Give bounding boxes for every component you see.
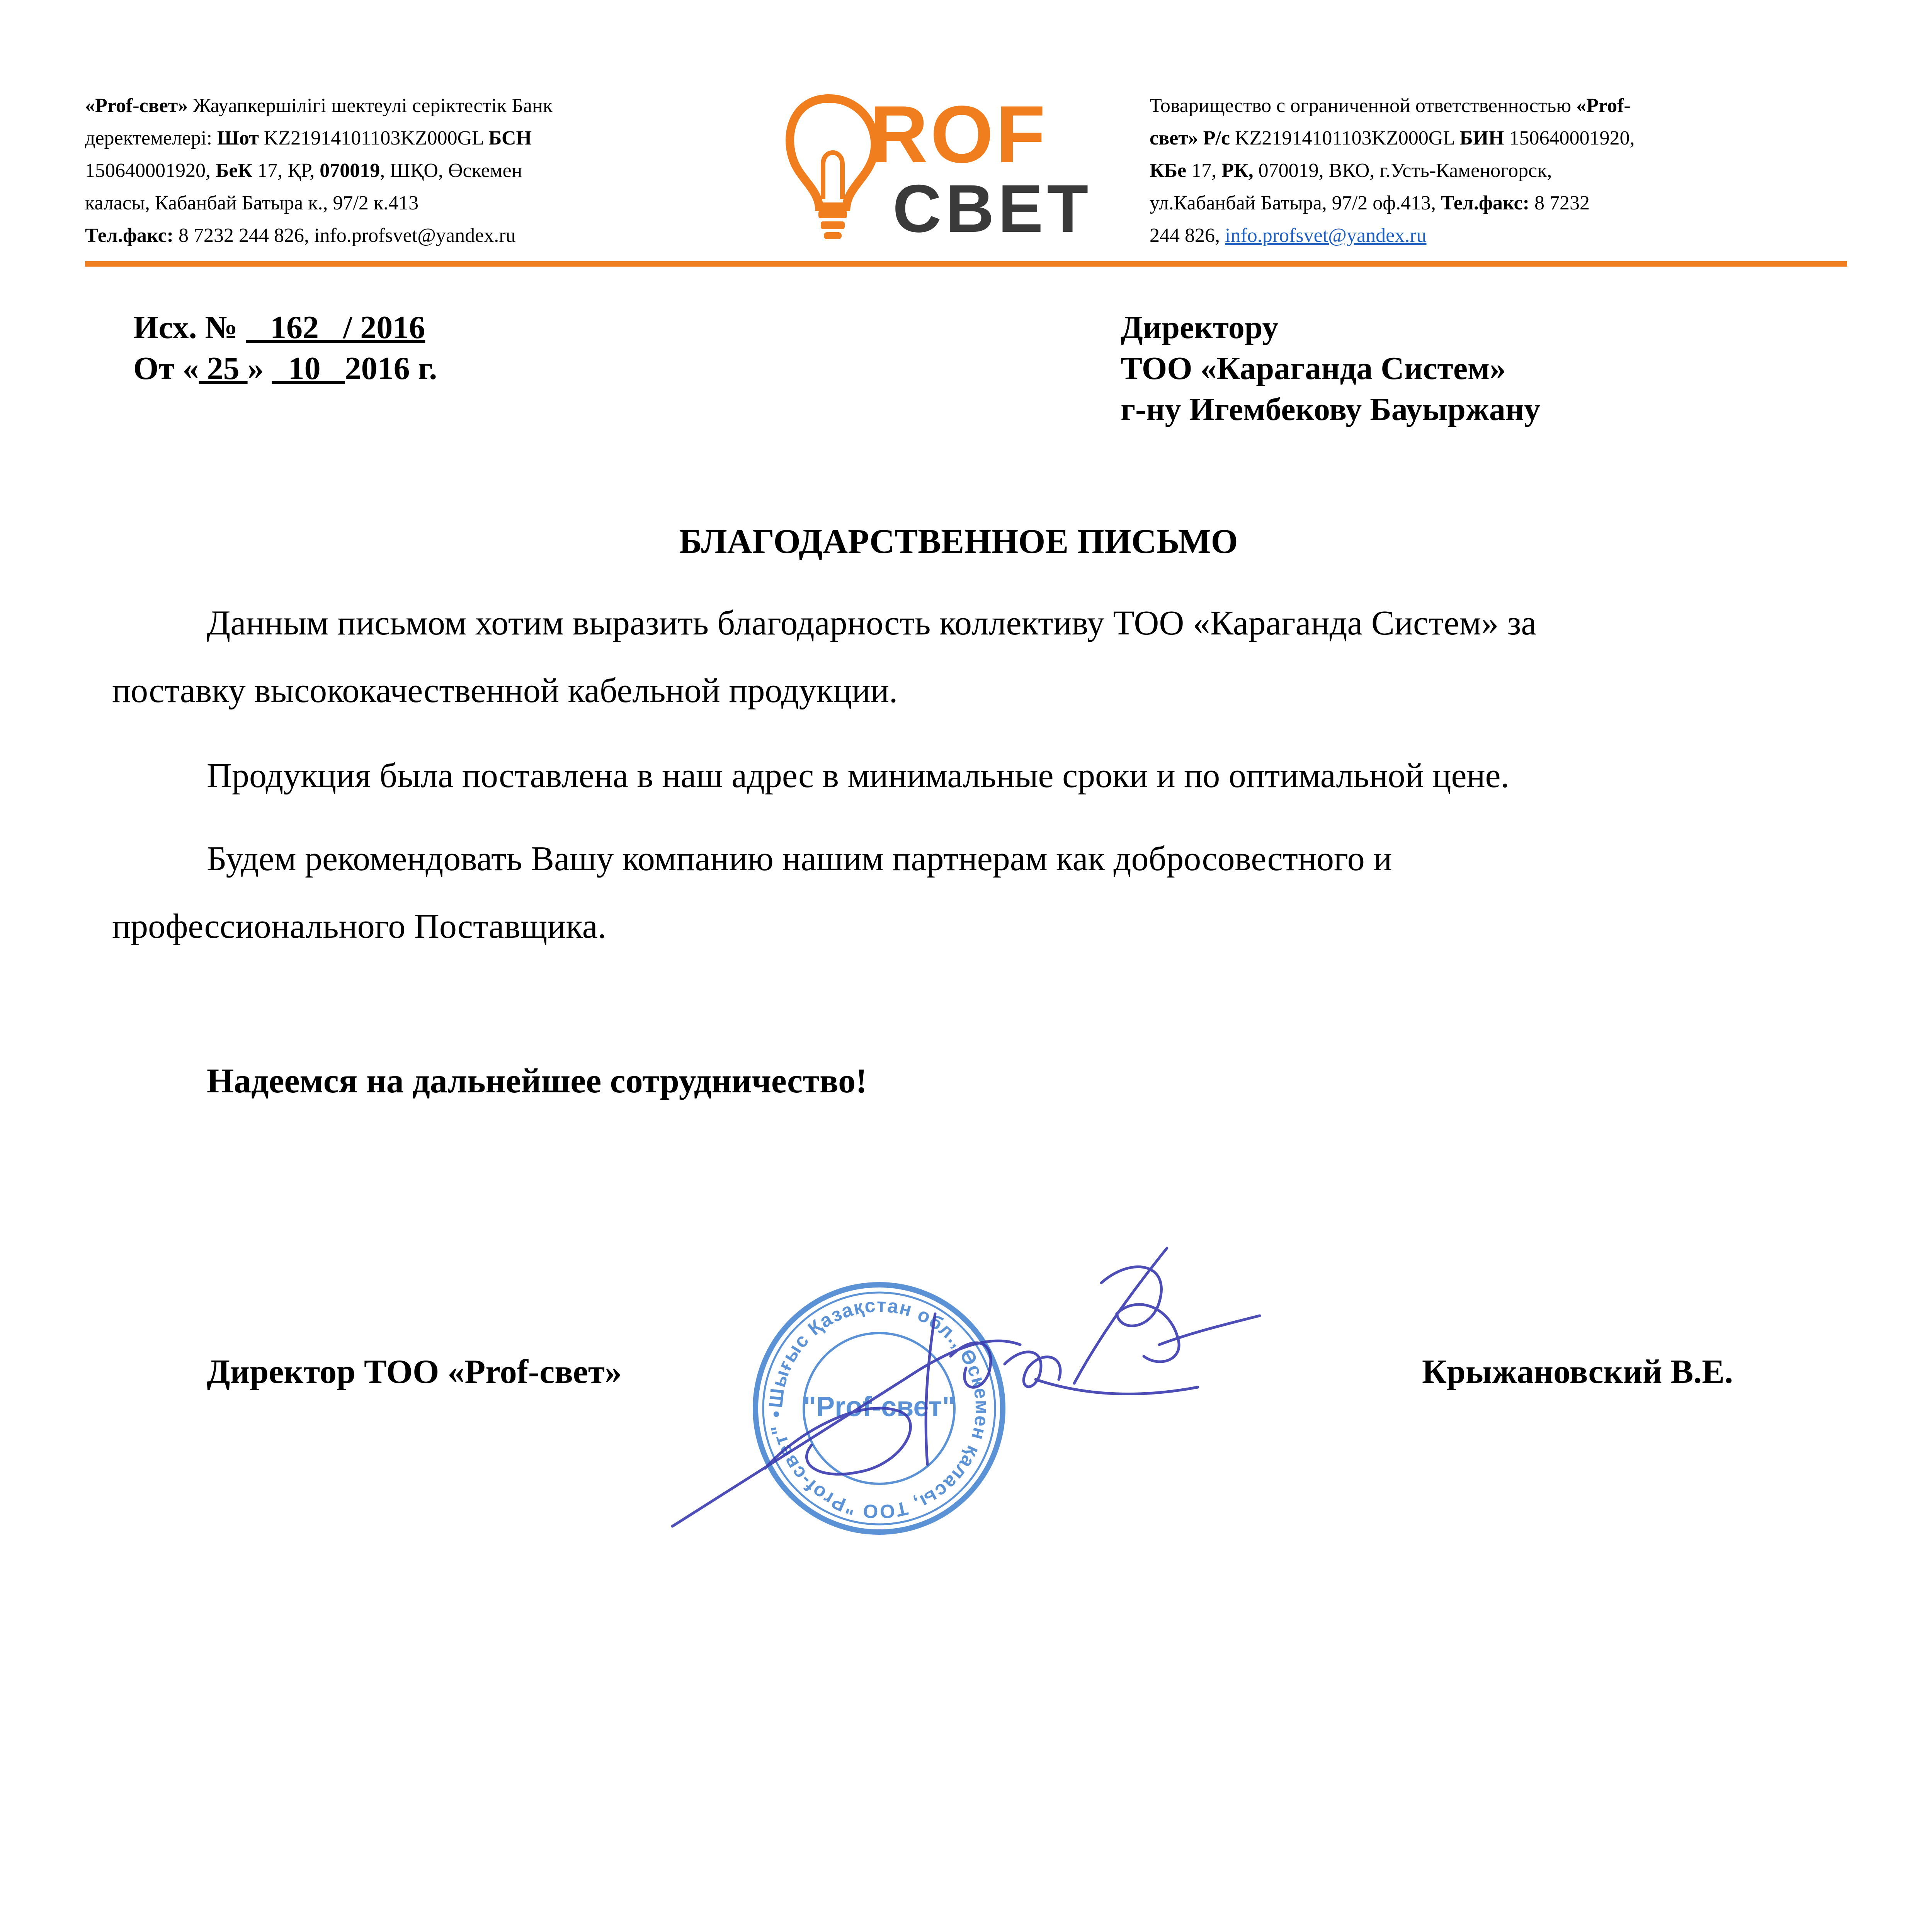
reference-number: 162 / 2016 bbox=[245, 310, 425, 345]
header-right-line-3: КБе 17, РК, 070019, ВКО, г.Усть-Каменогорск, bbox=[1150, 160, 1552, 182]
header-left-line-4: каласы, Кабанбай Батыра к., 97/2 к.413 bbox=[85, 192, 419, 214]
header-left-line-5: Тел.факс: 8 7232 244 826, info.profsvet@yandex.ru bbox=[85, 224, 516, 247]
lightbulb-icon bbox=[790, 99, 875, 239]
stamp-and-signature-graphic bbox=[657, 1217, 1372, 1584]
recipient-block bbox=[1121, 307, 1855, 430]
header-right-requisites bbox=[1150, 90, 1853, 252]
header-right-line-4: ул.Кабанбай Батыра, 97/2 оф.413, Тел.факс: 8 7232 bbox=[1150, 192, 1590, 214]
body-paragraph-1-line-1: Данным письмом хотим выразить благодарность коллективу ТОО «Караганда Систем» за bbox=[207, 604, 1537, 642]
stamp-center-text: "Prof-свет" bbox=[803, 1391, 955, 1422]
body-paragraph-2 bbox=[112, 742, 1735, 810]
recipient-line-2: ТОО «Караганда Систем» bbox=[1121, 350, 1506, 386]
header-right-line-2: свет» Р/с KZ21914101103KZ000GL БИН 150640001920, bbox=[1150, 127, 1635, 149]
company-stamp bbox=[657, 1217, 1372, 1584]
body-paragraph-3-line-1: Будем рекомендовать Вашу компанию нашим партнерам как добросовестного и bbox=[207, 840, 1392, 878]
recipient-line-1: Директору bbox=[1121, 310, 1279, 345]
body-paragraph-3 bbox=[112, 825, 1735, 960]
logo-graphic bbox=[781, 83, 1121, 245]
body-paragraph-3-line-2: профессионального Поставщика. bbox=[112, 907, 607, 946]
header-divider bbox=[85, 261, 1847, 267]
logo-text-top: ROF bbox=[869, 89, 1048, 180]
header-left-line-1: «Prof-свет» Жауапкершілігі шектеулі серіктестік Банк bbox=[85, 95, 553, 117]
body-paragraph-1 bbox=[112, 589, 1735, 724]
header-right-line-5: 244 826, info.profsvet@yandex.ru bbox=[1150, 224, 1427, 247]
header-left-requisites bbox=[85, 90, 742, 252]
closing-line bbox=[112, 1047, 1735, 1115]
outgoing-reference bbox=[133, 307, 752, 389]
body-paragraph-1-line-2: поставку высококачественной кабельной продукции. bbox=[112, 672, 898, 710]
company-logo bbox=[781, 83, 1121, 245]
letter-title: БЛАГОДАРСТВЕННОЕ ПИСЬМО bbox=[679, 522, 1238, 561]
closing-text: Надеемся на дальнейшее сотрудничество! bbox=[207, 1062, 867, 1100]
email-link[interactable]: info.profsvet@yandex.ru bbox=[1225, 224, 1427, 247]
header-right-line-1: Товарищество с ограниченной ответственностью «Prof- bbox=[1150, 95, 1631, 117]
body-paragraph-2-line-1: Продукция была поставлена в наш адрес в минимальные сроки и по оптимальной цене. bbox=[207, 757, 1510, 795]
recipient-line-3: г-ну Игембекову Бауыржану bbox=[1121, 391, 1541, 427]
signatory-name: Крыжановский В.Е. bbox=[1422, 1353, 1733, 1391]
signatory-position: Директор ТОО «Prof-свет» bbox=[207, 1353, 622, 1391]
header-left-line-2: деректемелері: Шот KZ21914101103KZ000GL БСН bbox=[85, 127, 532, 149]
reference-date-line: От « 25 » 10 2016 г. bbox=[133, 350, 437, 386]
header-left-line-3: 150640001920, БеК 17, ҚР, 070019, ШҚО, Өскемен bbox=[85, 160, 522, 182]
logo-text-bottom: СВЕТ bbox=[893, 171, 1092, 245]
reference-number-line: Исх. № 162 / 2016 bbox=[133, 310, 425, 345]
round-seal bbox=[657, 1217, 1003, 1532]
svg-text:Шығыс Қазақстан обл., Өскемен: Шығыс Қазақстан обл., Өскемен қаласы, ТОО "Prof-свет" • bbox=[764, 1294, 993, 1523]
